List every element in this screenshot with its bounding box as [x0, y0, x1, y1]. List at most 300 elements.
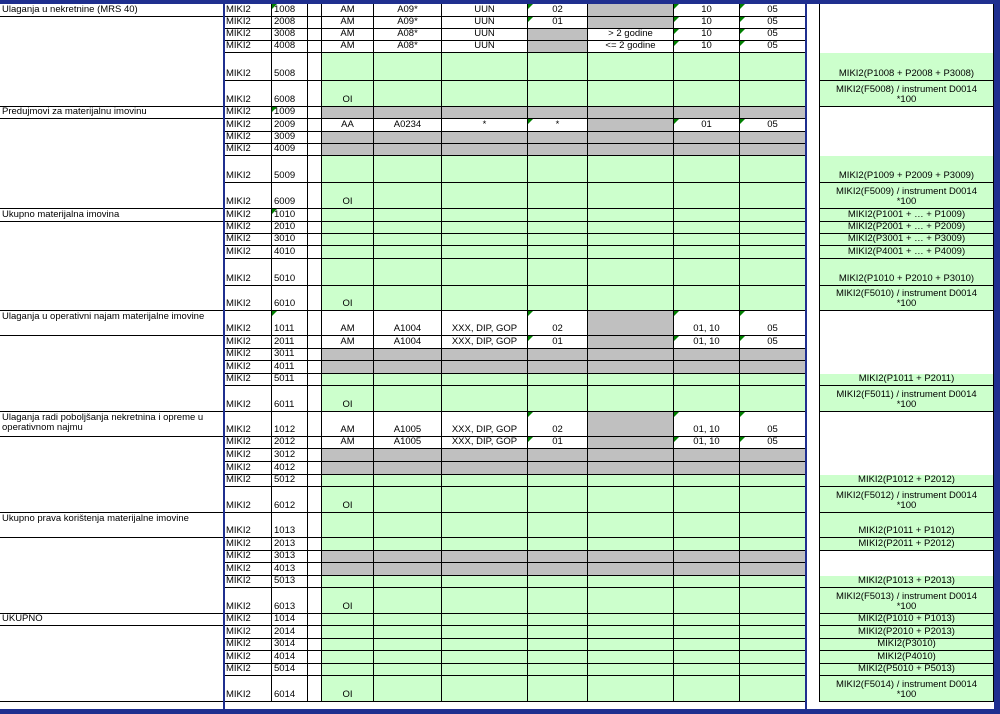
cell-c4[interactable]: [528, 156, 588, 183]
formula-cell[interactable]: [820, 29, 994, 41]
cell-c6[interactable]: [674, 246, 740, 259]
cell-c1[interactable]: [322, 222, 374, 234]
formula-cell[interactable]: [820, 156, 994, 183]
cell-c1[interactable]: [322, 259, 374, 286]
cell-c1[interactable]: OI: [322, 386, 374, 412]
row-label[interactable]: [0, 639, 224, 651]
cell-c3[interactable]: [442, 614, 528, 626]
cell-c7[interactable]: [740, 487, 806, 513]
cell-c3[interactable]: [442, 538, 528, 551]
cell-c6[interactable]: [674, 53, 740, 81]
formula-cell[interactable]: [820, 614, 994, 626]
row-label[interactable]: [0, 336, 224, 349]
cell-c5[interactable]: <= 2 godine: [588, 41, 674, 53]
cell-c6[interactable]: [674, 563, 740, 576]
cell-c1[interactable]: [322, 349, 374, 361]
cell-c4[interactable]: [528, 475, 588, 487]
formula-cell[interactable]: [820, 449, 994, 462]
cell-c1[interactable]: [322, 513, 374, 538]
cell-c5[interactable]: [588, 336, 674, 349]
cell-c1[interactable]: AM: [322, 412, 374, 437]
row-label[interactable]: Ukupno prava korištenja materijalne imovine: [0, 513, 224, 538]
cell-c6[interactable]: [674, 475, 740, 487]
row-code[interactable]: MIKI2: [224, 487, 272, 513]
cell-c3[interactable]: [442, 156, 528, 183]
row-label[interactable]: Ulaganja u operativni najam materijalne imovine: [0, 311, 224, 336]
cell-c5[interactable]: [588, 676, 674, 702]
formula-cell[interactable]: [820, 487, 994, 513]
cell-c7[interactable]: [740, 513, 806, 538]
cell-c2[interactable]: [374, 487, 442, 513]
cell-c1[interactable]: [322, 449, 374, 462]
row-label[interactable]: [0, 449, 224, 462]
row-label[interactable]: [0, 386, 224, 412]
formula-cell[interactable]: [820, 462, 994, 475]
formula-cell[interactable]: [820, 651, 994, 664]
formula-cell[interactable]: [820, 513, 994, 538]
row-position[interactable]: 4014: [272, 651, 308, 664]
cell-c4[interactable]: [528, 614, 588, 626]
cell-c2[interactable]: [374, 386, 442, 412]
row-position[interactable]: 6011: [272, 386, 308, 412]
cell-c2[interactable]: A09*: [374, 4, 442, 17]
cell-c5[interactable]: [588, 386, 674, 412]
cell-c5[interactable]: [588, 614, 674, 626]
cell-c7[interactable]: [740, 246, 806, 259]
row-position[interactable]: 5011: [272, 374, 308, 386]
cell-c7[interactable]: [740, 53, 806, 81]
cell-c3[interactable]: [442, 234, 528, 246]
row-position[interactable]: 2010: [272, 222, 308, 234]
cell-c4[interactable]: [528, 132, 588, 144]
cell-c5[interactable]: [588, 576, 674, 588]
row-code[interactable]: MIKI2: [224, 336, 272, 349]
cell-c5[interactable]: [588, 487, 674, 513]
cell-c3[interactable]: [442, 676, 528, 702]
cell-c6[interactable]: [674, 209, 740, 222]
row-code[interactable]: MIKI2: [224, 183, 272, 209]
row-position[interactable]: 1009: [272, 107, 308, 119]
formula-cell[interactable]: [820, 374, 994, 386]
row-position[interactable]: 3012: [272, 449, 308, 462]
cell-c7[interactable]: [740, 676, 806, 702]
cell-c1[interactable]: OI: [322, 286, 374, 311]
cell-c6[interactable]: [674, 183, 740, 209]
cell-c5[interactable]: [588, 132, 674, 144]
cell-c3[interactable]: [442, 639, 528, 651]
cell-c1[interactable]: [322, 563, 374, 576]
cell-c5[interactable]: [588, 53, 674, 81]
row-position[interactable]: 5012: [272, 475, 308, 487]
cell-c2[interactable]: [374, 588, 442, 614]
row-position[interactable]: 5014: [272, 664, 308, 676]
row-label[interactable]: [0, 144, 224, 156]
row-label[interactable]: Ukupno materijalna imovina: [0, 209, 224, 222]
row-label[interactable]: [0, 576, 224, 588]
cell-c5[interactable]: [588, 246, 674, 259]
row-code[interactable]: MIKI2: [224, 234, 272, 246]
cell-c1[interactable]: AM: [322, 4, 374, 17]
cell-c4[interactable]: [528, 361, 588, 374]
cell-c4[interactable]: [528, 639, 588, 651]
cell-c3[interactable]: XXX, DIP, GOP: [442, 412, 528, 437]
cell-c7[interactable]: [740, 563, 806, 576]
cell-c3[interactable]: [442, 132, 528, 144]
cell-c2[interactable]: [374, 183, 442, 209]
cell-c4[interactable]: [528, 576, 588, 588]
cell-c6[interactable]: 01: [674, 119, 740, 132]
row-code[interactable]: MIKI2: [224, 412, 272, 437]
cell-c4[interactable]: [528, 246, 588, 259]
cell-c6[interactable]: [674, 487, 740, 513]
cell-c5[interactable]: [588, 563, 674, 576]
row-position[interactable]: 1010: [272, 209, 308, 222]
formula-cell[interactable]: [820, 639, 994, 651]
cell-c6[interactable]: 10: [674, 41, 740, 53]
cell-c2[interactable]: [374, 361, 442, 374]
cell-c1[interactable]: [322, 538, 374, 551]
row-position[interactable]: 1012: [272, 412, 308, 437]
cell-c6[interactable]: [674, 576, 740, 588]
cell-c1[interactable]: [322, 664, 374, 676]
cell-c7[interactable]: [740, 576, 806, 588]
cell-c4[interactable]: [528, 81, 588, 107]
formula-cell[interactable]: [820, 107, 994, 119]
cell-c3[interactable]: [442, 588, 528, 614]
row-label[interactable]: [0, 664, 224, 676]
cell-c4[interactable]: [528, 374, 588, 386]
cell-c2[interactable]: [374, 286, 442, 311]
row-code[interactable]: MIKI2: [224, 81, 272, 107]
formula-cell[interactable]: [820, 664, 994, 676]
row-code[interactable]: MIKI2: [224, 4, 272, 17]
formula-cell[interactable]: [820, 53, 994, 81]
cell-c5[interactable]: [588, 475, 674, 487]
formula-cell[interactable]: [820, 222, 994, 234]
row-label[interactable]: [0, 53, 224, 81]
cell-c1[interactable]: [322, 144, 374, 156]
cell-c6[interactable]: 01, 10: [674, 336, 740, 349]
cell-c3[interactable]: [442, 259, 528, 286]
row-code[interactable]: MIKI2: [224, 132, 272, 144]
cell-c5[interactable]: [588, 588, 674, 614]
cell-c7[interactable]: [740, 626, 806, 639]
cell-c7[interactable]: [740, 259, 806, 286]
formula-cell[interactable]: [820, 41, 994, 53]
row-code[interactable]: MIKI2: [224, 222, 272, 234]
row-position[interactable]: 1011: [272, 311, 308, 336]
cell-c4[interactable]: 01: [528, 17, 588, 29]
cell-c1[interactable]: AM: [322, 336, 374, 349]
cell-c5[interactable]: [588, 374, 674, 386]
cell-c2[interactable]: [374, 651, 442, 664]
cell-c2[interactable]: [374, 374, 442, 386]
cell-c3[interactable]: [442, 551, 528, 563]
cell-c2[interactable]: [374, 676, 442, 702]
cell-c1[interactable]: [322, 132, 374, 144]
cell-c5[interactable]: [588, 107, 674, 119]
cell-c4[interactable]: [528, 538, 588, 551]
cell-c7[interactable]: 05: [740, 119, 806, 132]
row-label[interactable]: Predujmovi za materijalnu imovinu: [0, 107, 224, 119]
cell-c5[interactable]: [588, 462, 674, 475]
cell-c2[interactable]: [374, 475, 442, 487]
formula-cell[interactable]: [820, 234, 994, 246]
cell-c7[interactable]: [740, 462, 806, 475]
row-position[interactable]: 2012: [272, 437, 308, 449]
cell-c2[interactable]: [374, 222, 442, 234]
cell-c5[interactable]: [588, 538, 674, 551]
cell-c3[interactable]: [442, 664, 528, 676]
cell-c3[interactable]: [442, 626, 528, 639]
cell-c2[interactable]: A1005: [374, 437, 442, 449]
row-code[interactable]: MIKI2: [224, 576, 272, 588]
cell-c2[interactable]: [374, 132, 442, 144]
cell-c7[interactable]: [740, 614, 806, 626]
formula-cell[interactable]: [820, 17, 994, 29]
cell-c4[interactable]: *: [528, 119, 588, 132]
cell-c7[interactable]: [740, 81, 806, 107]
cell-c6[interactable]: [674, 551, 740, 563]
cell-c2[interactable]: [374, 349, 442, 361]
cell-c1[interactable]: [322, 361, 374, 374]
cell-c2[interactable]: A1004: [374, 336, 442, 349]
cell-c4[interactable]: [528, 29, 588, 41]
cell-c3[interactable]: [442, 361, 528, 374]
row-position[interactable]: 4008: [272, 41, 308, 53]
cell-c4[interactable]: [528, 664, 588, 676]
row-position[interactable]: 5008: [272, 53, 308, 81]
cell-c4[interactable]: 02: [528, 412, 588, 437]
cell-c2[interactable]: [374, 538, 442, 551]
row-code[interactable]: MIKI2: [224, 41, 272, 53]
row-position[interactable]: 3010: [272, 234, 308, 246]
cell-c2[interactable]: A08*: [374, 29, 442, 41]
formula-cell[interactable]: [820, 81, 994, 107]
row-position[interactable]: 3014: [272, 639, 308, 651]
row-label[interactable]: [0, 234, 224, 246]
cell-c6[interactable]: [674, 374, 740, 386]
cell-c1[interactable]: [322, 53, 374, 81]
formula-cell[interactable]: [820, 209, 994, 222]
formula-cell[interactable]: [820, 475, 994, 487]
row-position[interactable]: 3013: [272, 551, 308, 563]
row-label[interactable]: Ulaganja radi poboljšanja nekretnina i opreme u operativnom najmu: [0, 412, 224, 437]
row-code[interactable]: MIKI2: [224, 259, 272, 286]
row-position[interactable]: 1008: [272, 4, 308, 17]
row-code[interactable]: MIKI2: [224, 361, 272, 374]
cell-c4[interactable]: [528, 462, 588, 475]
cell-c4[interactable]: [528, 651, 588, 664]
formula-cell[interactable]: [820, 246, 994, 259]
cell-c3[interactable]: UUN: [442, 29, 528, 41]
cell-c2[interactable]: [374, 144, 442, 156]
formula-cell[interactable]: [820, 119, 994, 132]
row-code[interactable]: MIKI2: [224, 588, 272, 614]
cell-c7[interactable]: 05: [740, 41, 806, 53]
row-code[interactable]: MIKI2: [224, 563, 272, 576]
formula-cell[interactable]: [820, 349, 994, 361]
row-code[interactable]: MIKI2: [224, 374, 272, 386]
formula-cell[interactable]: [820, 437, 994, 449]
row-label[interactable]: [0, 29, 224, 41]
row-position[interactable]: 6013: [272, 588, 308, 614]
cell-c6[interactable]: 01, 10: [674, 311, 740, 336]
cell-c5[interactable]: [588, 119, 674, 132]
cell-c5[interactable]: [588, 209, 674, 222]
cell-c5[interactable]: [588, 437, 674, 449]
cell-c6[interactable]: [674, 107, 740, 119]
cell-c3[interactable]: [442, 286, 528, 311]
cell-c3[interactable]: *: [442, 119, 528, 132]
cell-c5[interactable]: [588, 81, 674, 107]
row-label[interactable]: [0, 259, 224, 286]
formula-cell[interactable]: [820, 286, 994, 311]
cell-c3[interactable]: [442, 449, 528, 462]
cell-c4[interactable]: [528, 183, 588, 209]
cell-c4[interactable]: [528, 386, 588, 412]
row-code[interactable]: MIKI2: [224, 538, 272, 551]
cell-c4[interactable]: [528, 259, 588, 286]
cell-c2[interactable]: [374, 259, 442, 286]
cell-c4[interactable]: [528, 234, 588, 246]
cell-c5[interactable]: [588, 311, 674, 336]
cell-c1[interactable]: AA: [322, 119, 374, 132]
row-code[interactable]: MIKI2: [224, 449, 272, 462]
cell-c3[interactable]: XXX, DIP, GOP: [442, 437, 528, 449]
cell-c3[interactable]: [442, 222, 528, 234]
cell-c5[interactable]: [588, 551, 674, 563]
cell-c3[interactable]: XXX, DIP, GOP: [442, 311, 528, 336]
row-code[interactable]: MIKI2: [224, 676, 272, 702]
formula-cell[interactable]: [820, 563, 994, 576]
row-label[interactable]: [0, 487, 224, 513]
row-position[interactable]: 3011: [272, 349, 308, 361]
cell-c7[interactable]: [740, 639, 806, 651]
cell-c7[interactable]: [740, 107, 806, 119]
row-label[interactable]: [0, 183, 224, 209]
cell-c3[interactable]: [442, 513, 528, 538]
cell-c7[interactable]: [740, 132, 806, 144]
row-label[interactable]: [0, 246, 224, 259]
row-position[interactable]: 1014: [272, 614, 308, 626]
cell-c5[interactable]: [588, 664, 674, 676]
row-position[interactable]: 5013: [272, 576, 308, 588]
row-position[interactable]: 6009: [272, 183, 308, 209]
formula-cell[interactable]: [820, 311, 994, 336]
row-position[interactable]: 2008: [272, 17, 308, 29]
cell-c3[interactable]: [442, 144, 528, 156]
cell-c4[interactable]: [528, 107, 588, 119]
formula-cell[interactable]: [820, 551, 994, 563]
cell-c2[interactable]: [374, 513, 442, 538]
formula-cell[interactable]: [820, 144, 994, 156]
cell-c1[interactable]: [322, 246, 374, 259]
cell-c2[interactable]: [374, 449, 442, 462]
row-code[interactable]: MIKI2: [224, 209, 272, 222]
cell-c1[interactable]: [322, 462, 374, 475]
cell-c2[interactable]: [374, 234, 442, 246]
cell-c6[interactable]: [674, 513, 740, 538]
formula-cell[interactable]: [820, 132, 994, 144]
cell-c2[interactable]: A08*: [374, 41, 442, 53]
cell-c4[interactable]: [528, 487, 588, 513]
cell-c1[interactable]: [322, 551, 374, 563]
cell-c1[interactable]: [322, 576, 374, 588]
cell-c3[interactable]: [442, 107, 528, 119]
row-position[interactable]: 4010: [272, 246, 308, 259]
row-label[interactable]: [0, 349, 224, 361]
cell-c2[interactable]: [374, 576, 442, 588]
cell-c6[interactable]: [674, 614, 740, 626]
row-label[interactable]: [0, 588, 224, 614]
cell-c5[interactable]: [588, 4, 674, 17]
cell-c6[interactable]: [674, 234, 740, 246]
cell-c5[interactable]: [588, 234, 674, 246]
cell-c6[interactable]: [674, 361, 740, 374]
row-position[interactable]: 3008: [272, 29, 308, 41]
row-position[interactable]: 3009: [272, 132, 308, 144]
row-position[interactable]: 2011: [272, 336, 308, 349]
row-label[interactable]: [0, 551, 224, 563]
cell-c6[interactable]: [674, 156, 740, 183]
cell-c6[interactable]: [674, 651, 740, 664]
cell-c2[interactable]: [374, 614, 442, 626]
row-label[interactable]: [0, 81, 224, 107]
cell-c1[interactable]: AM: [322, 17, 374, 29]
cell-c1[interactable]: [322, 651, 374, 664]
cell-c2[interactable]: [374, 81, 442, 107]
formula-cell[interactable]: [820, 183, 994, 209]
row-position[interactable]: 2013: [272, 538, 308, 551]
cell-c2[interactable]: [374, 639, 442, 651]
cell-c4[interactable]: 02: [528, 4, 588, 17]
cell-c1[interactable]: AM: [322, 41, 374, 53]
row-code[interactable]: MIKI2: [224, 349, 272, 361]
row-label[interactable]: [0, 119, 224, 132]
cell-c5[interactable]: [588, 449, 674, 462]
row-label[interactable]: [0, 437, 224, 449]
cell-c6[interactable]: 10: [674, 17, 740, 29]
cell-c2[interactable]: [374, 626, 442, 639]
cell-c2[interactable]: [374, 209, 442, 222]
cell-c6[interactable]: [674, 144, 740, 156]
cell-c5[interactable]: > 2 godine: [588, 29, 674, 41]
cell-c6[interactable]: [674, 222, 740, 234]
formula-cell[interactable]: [820, 538, 994, 551]
cell-c7[interactable]: [740, 374, 806, 386]
cell-c7[interactable]: 05: [740, 412, 806, 437]
row-code[interactable]: MIKI2: [224, 437, 272, 449]
row-label[interactable]: [0, 538, 224, 551]
cell-c1[interactable]: [322, 156, 374, 183]
cell-c4[interactable]: [528, 676, 588, 702]
row-position[interactable]: 5009: [272, 156, 308, 183]
cell-c7[interactable]: 05: [740, 437, 806, 449]
cell-c1[interactable]: OI: [322, 588, 374, 614]
row-code[interactable]: MIKI2: [224, 513, 272, 538]
row-label[interactable]: [0, 17, 224, 29]
cell-c2[interactable]: A0234: [374, 119, 442, 132]
cell-c4[interactable]: [528, 449, 588, 462]
cell-c5[interactable]: [588, 651, 674, 664]
cell-c3[interactable]: [442, 349, 528, 361]
cell-c4[interactable]: 01: [528, 437, 588, 449]
cell-c3[interactable]: [442, 183, 528, 209]
cell-c3[interactable]: [442, 651, 528, 664]
cell-c6[interactable]: 01, 10: [674, 437, 740, 449]
row-code[interactable]: MIKI2: [224, 614, 272, 626]
